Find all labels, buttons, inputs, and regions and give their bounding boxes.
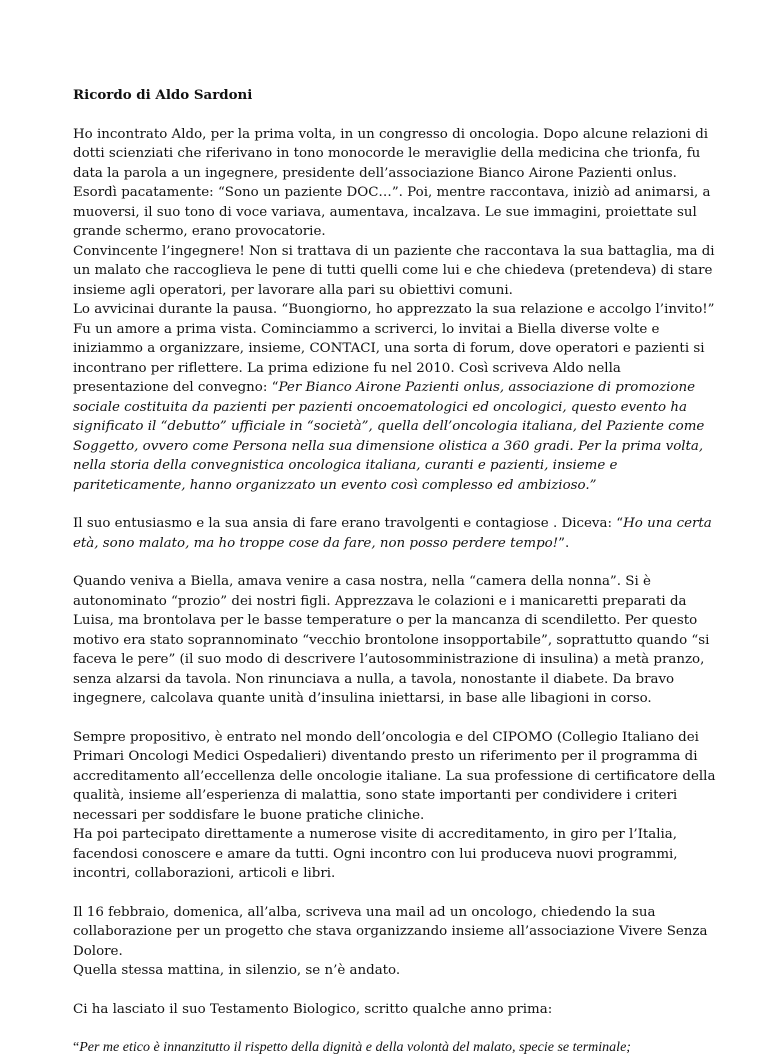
text-line: Luisa, ma brontolava per le basse temperature o per la mancanza di scendiletto. Per questo (73, 613, 698, 628)
text-line: facendosi conoscere e amare da tutti. Ogni incontro con lui produceva nuovi programmi, (73, 846, 678, 862)
italic-quote-line: pariteticamente, hanno organizzato un evento così complesso ed ambizioso.” (73, 477, 597, 493)
text-line: data la parola a un ingegnere, presidente dell’associazione Bianco Airone Pazienti onlus. (73, 165, 677, 181)
testament-text: Per me etico è innanzitutto il rispetto della dignità e della volontà del malato, specie se terminale; (79, 1040, 631, 1055)
text-line: Dolore. (73, 943, 123, 959)
italic-quote: Ho una certa (623, 516, 712, 531)
text-line: incontrano per riflettere. La prima edizione fu nel 2010. Così scriveva Aldo nella (73, 360, 621, 376)
italic-quote-line: significato il “debutto” ufficiale in “società”, quella dell’oncologia italiana, del Paziente come (73, 419, 705, 434)
text-line: Esordì pacatamente: “Sono un paziente DOC…”. Poi, mentre raccontava, iniziò ad animarsi, a (73, 185, 711, 200)
text-line: Il 16 febbraio, domenica, all’alba, scriveva una mail ad un oncologo, chiedendo la sua (73, 904, 656, 920)
text-line: un malato che raccoglieva le pene di tutti quelli come lui e che chiedeva (pretendeva) di stare (73, 263, 713, 278)
italic-quote-line: Soggetto, ovvero come Persona nella sua dimensione olistica a 360 gradi. Per la prima volta, (73, 438, 704, 454)
text-run: presentazione del convegno: “ (73, 380, 279, 395)
text-line: grande schermo, erano provocatorie. (73, 224, 326, 239)
text-line: Ho incontrato Aldo, per la prima volta, in un congresso di oncologia. Dopo alcune relazioni di (73, 126, 709, 142)
text-line: Sempre propositivo, è entrato nel mondo dell’oncologia e del CIPOMO (Collegio Italiano dei (73, 729, 699, 745)
paragraph-4 (73, 728, 718, 884)
text-line: Ci ha lasciato il suo Testamento Biologico, scritto qualche anno prima: (73, 1001, 553, 1017)
text-line: dotti scienziati che riferivano in tono monocorde le meraviglie della medicina che trionfa, fu (73, 146, 701, 161)
text-line: Lo avvicinai durante la pausa. “Buongiorno, ho apprezzato la sua relazione e accolgo l’invito!” (73, 302, 715, 317)
text-line (73, 534, 718, 554)
text-line: Fu un amore a prima vista. Cominciammo a scriverci, lo invitai a Biella diverse volte e (73, 321, 660, 337)
opening-quote: “ (73, 1040, 80, 1055)
text-line: insieme agli operatori, per lavorare alla pari su obiettivi comuni. (73, 282, 513, 298)
text-line: necessari per soddisfare le buone pratiche cliniche. (73, 807, 425, 823)
document-title: Ricordo di Aldo Sardoni (73, 87, 253, 103)
text-run: Il suo entusiasmo e la sua ansia di fare erano travolgenti e contagiose . Diceva: “ (73, 516, 624, 531)
text-line: iniziammo a organizzare, insieme, CONTACI, una sorta di forum, dove operatori e pazienti si (73, 341, 705, 356)
text-line (73, 378, 718, 398)
text-run: ”. (558, 535, 570, 551)
text-line: Ha poi partecipato direttamente a numerose visite di accreditamento, in giro per l’Italia, (73, 827, 678, 842)
text-line: accreditamento all’eccellenza delle oncologie italiane. La sua professione di certificatore della (73, 768, 716, 784)
text-line: autonominato “prozio” dei nostri figli. Apprezzava le colazioni e i manicaretti preparati da (73, 593, 687, 609)
text-line: senza alzarsi da tavola. Non rinunciava a nulla, a tavola, nonostante il diabete. Da bravo (73, 671, 675, 687)
text-line: muoversi, il suo tono di voce variava, aumentava, incalzava. Le sue immagini, proiettate sul (73, 204, 697, 220)
text-line: collaborazione per un progetto che stava organizzando insieme all’associazione Vivere Senza (73, 924, 708, 939)
text-line: faceva le pere” (il suo modo di descrivere l’autosomministrazione di insulina) a metà pranzo, (73, 652, 705, 667)
italic-quote-line: sociale costituita da pazienti per pazienti oncoematologici ed oncologici, questo evento ha (73, 399, 687, 415)
testament-quote (73, 1038, 718, 1058)
text-line: Quando veniva a Biella, amava venire a casa nostra, nella “camera della nonna”. Si è (73, 574, 651, 589)
text-line: qualità, insieme all’esperienza di malattia, sono state importanti per condividere i criteri (73, 788, 678, 803)
text-line: Quella stessa mattina, in silenzio, se n’è andato. (73, 963, 401, 978)
italic-quote: Per Bianco Airone Pazienti onlus, associazione di promozione (278, 380, 696, 395)
italic-quote: età, sono malato, ma ho troppe cose da fare, non posso perdere tempo! (73, 535, 559, 551)
text-line: Convincente l’ingegnere! Non si trattava di un paziente che raccontava la sua battaglia, ma di (73, 243, 715, 259)
text-line: incontri, collaborazioni, articoli e libri. (73, 866, 336, 881)
italic-quote-line: nella storia della convegnistica oncologica italiana, curanti e pazienti, insieme e (73, 458, 618, 473)
paragraph-2 (73, 514, 718, 553)
paragraph-6 (73, 1000, 718, 1020)
paragraph-3 (73, 572, 718, 709)
text-line: motivo era stato soprannominato “vecchio brontolone insopportabile”, soprattutto quando “si (73, 632, 710, 648)
text-line (73, 514, 718, 534)
text-line: ingegnere, calcolava quante unità d’insulina iniettarsi, in base alle libagioni in corso. (73, 691, 652, 706)
paragraph-5 (73, 903, 718, 981)
text-line: Primari Oncologi Medici Ospedalieri) diventando presto un riferimento per il programma di (73, 749, 698, 764)
paragraph-1 (73, 125, 718, 496)
